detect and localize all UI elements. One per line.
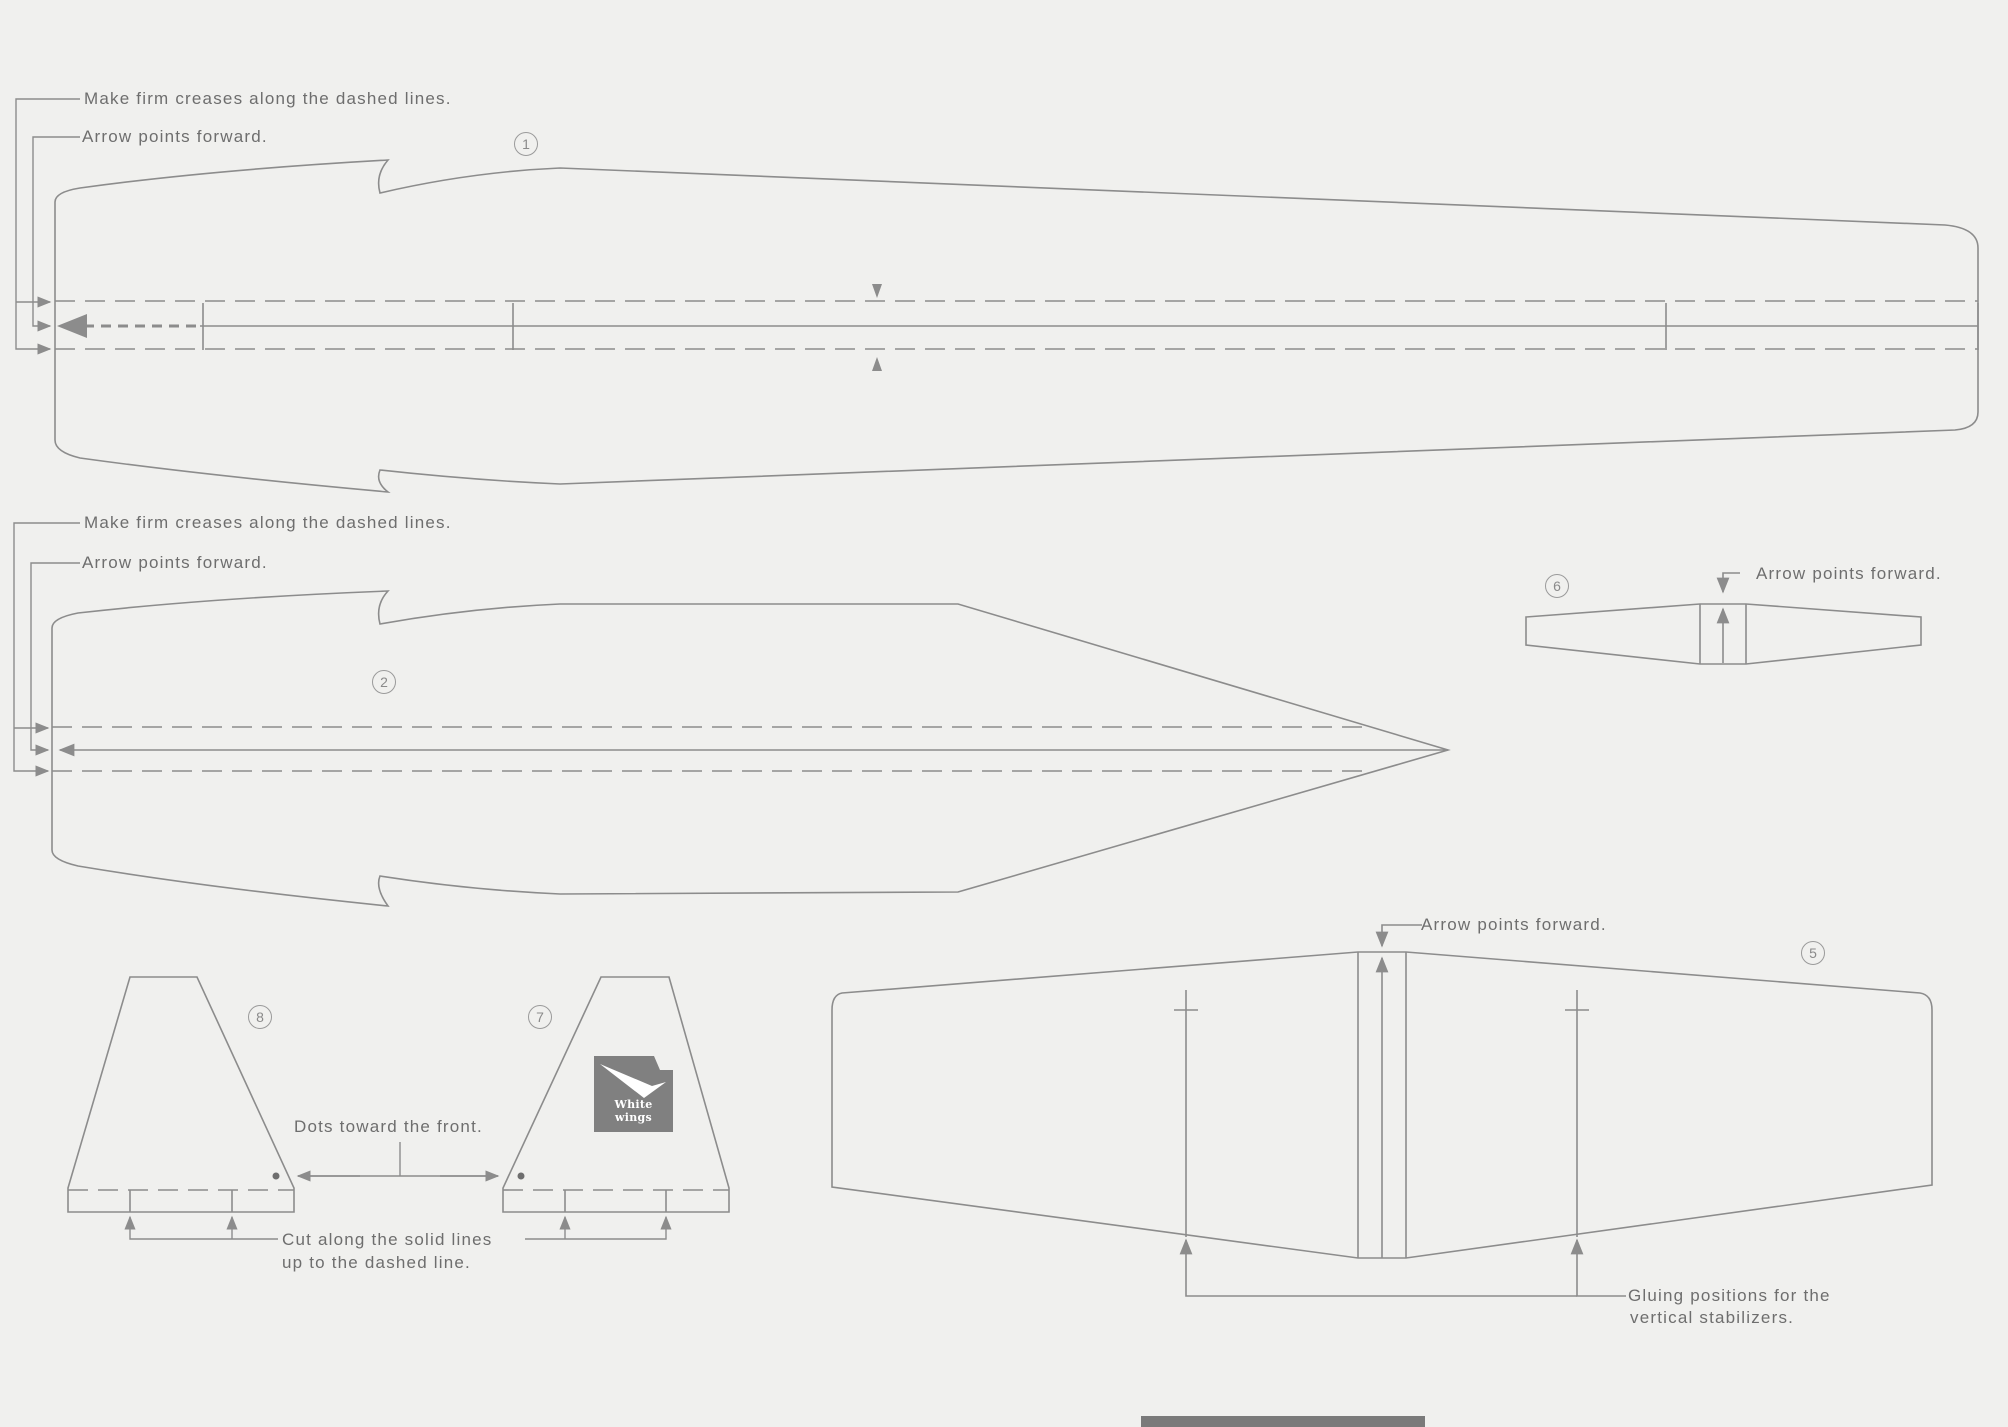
crease-instruction-2: Make firm creases along the dashed lines. <box>84 513 452 532</box>
crease-instruction-1: Make firm creases along the dashed lines. <box>84 89 452 108</box>
logo-text: White wings <box>614 1098 653 1124</box>
cut-instruction-line1: Cut along the solid lines <box>282 1230 493 1249</box>
bottom-edge-bar <box>1141 1416 1425 1427</box>
part-number-8: 8 <box>248 1005 272 1029</box>
arrow-instruction-5: Arrow points forward. <box>1421 915 1607 934</box>
arrow-instruction-1: Arrow points forward. <box>82 127 268 146</box>
part-number-6: 6 <box>1545 574 1569 598</box>
part-number-5: 5 <box>1801 941 1825 965</box>
fuselage-part-2 <box>52 591 1448 906</box>
glue-instruction-line1: Gluing positions for the <box>1628 1286 1831 1305</box>
glue-instruction-line2: vertical stabilizers. <box>1630 1308 1795 1327</box>
dots-front-leader <box>298 1142 498 1176</box>
dots-front-label: Dots toward the front. <box>294 1117 483 1136</box>
white-wings-logo <box>594 1056 673 1132</box>
leaders-part-1 <box>16 99 80 349</box>
part-number-2: 2 <box>372 670 396 694</box>
fuselage-part-1 <box>55 160 1978 492</box>
part-number-1: 1 <box>514 132 538 156</box>
wing-part-5 <box>832 925 1932 1296</box>
cut-instruction-line2: up to the dashed line. <box>282 1253 471 1272</box>
leaders-part-2 <box>14 523 80 771</box>
stabilizer-part-6 <box>1526 573 1921 664</box>
arrow-instruction-6: Arrow points forward. <box>1756 564 1942 583</box>
arrow-instruction-2: Arrow points forward. <box>82 553 268 572</box>
part-number-7: 7 <box>528 1005 552 1029</box>
